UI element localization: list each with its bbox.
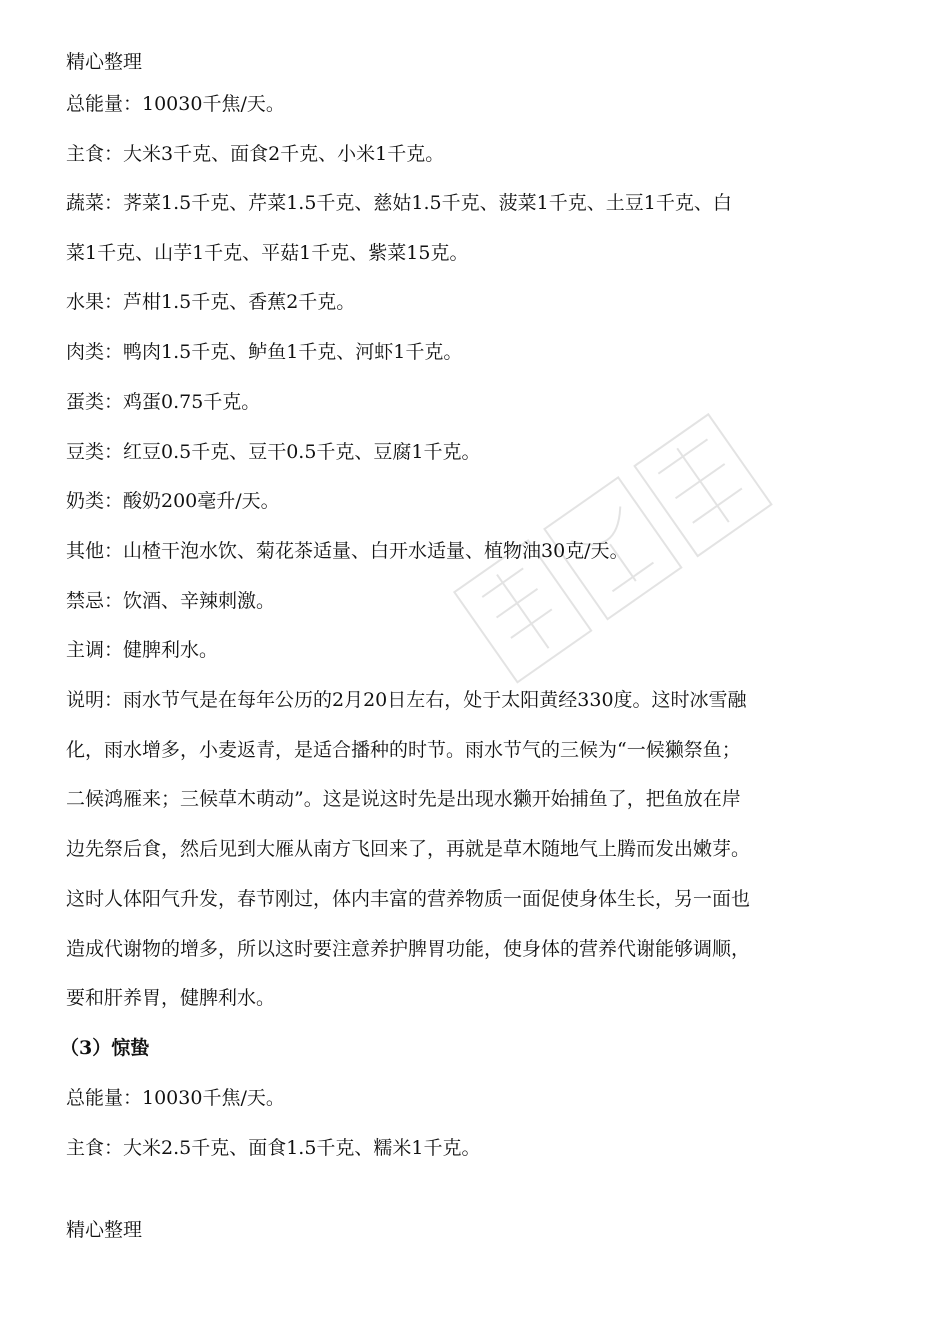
text-line: 蔬菜：荠菜1.5千克、芹菜1.5千克、慈姑1.5千克、菠菜1千克、土豆1千克、白 bbox=[66, 192, 732, 214]
explanation-line: 说明：雨水节气是在每年公历的2月20日左右，处于太阳黄经330度。这时冰雪融 bbox=[66, 689, 747, 711]
text-line: 总能量：10030千焦/天。 bbox=[66, 1087, 285, 1109]
text-line: 主食：大米3千克、面食2千克、小米1千克。 bbox=[66, 143, 445, 165]
text-line: 主调：健脾利水。 bbox=[66, 639, 219, 661]
page-footer: 精心整理 bbox=[66, 1219, 143, 1241]
explanation-line: 要和肝养胃，健脾利水。 bbox=[66, 987, 276, 1009]
explanation-line: 这时人体阳气升发，春节刚过，体内丰富的营养物质一面促使身体生长，另一面也 bbox=[66, 888, 751, 910]
text-line: 禁忌：饮酒、辛辣刺激。 bbox=[66, 590, 276, 612]
text-line: 主食：大米2.5千克、面食1.5千克、糯米1千克。 bbox=[66, 1137, 481, 1159]
text-line: 其他：山楂干泡水饮、菊花茶适量、白开水适量、植物油30克/天。 bbox=[66, 540, 629, 562]
text-line: 总能量：10030千焦/天。 bbox=[66, 93, 285, 115]
explanation-line: 造成代谢物的增多，所以这时要注意养护脾胃功能，使身体的营养代谢能够调顺， bbox=[66, 938, 751, 960]
text-line: 水果：芦柑1.5千克、香蕉2千克。 bbox=[66, 291, 356, 313]
text-line: 豆类：红豆0.5千克、豆干0.5千克、豆腐1千克。 bbox=[66, 441, 481, 463]
text-line: 菜1千克、山芋1千克、平菇1千克、紫菜15克。 bbox=[66, 242, 469, 264]
page-header: 精心整理 bbox=[66, 51, 143, 73]
section-title: （3）惊蛰 bbox=[60, 1037, 150, 1059]
text-line: 奶类：酸奶200毫升/天。 bbox=[66, 490, 280, 512]
explanation-line: 边先祭后食，然后见到大雁从南方飞回来了，再就是草木随地气上腾而发出嫩芽。 bbox=[66, 838, 751, 860]
text-line: 肉类：鸭肉1.5千克、鲈鱼1千克、河虾1千克。 bbox=[66, 341, 463, 363]
text-line: 蛋类：鸡蛋0.75千克。 bbox=[66, 391, 261, 413]
explanation-line: 二候鸿雁来；三候草木萌动”。这是说这时先是出现水獭开始捕鱼了，把鱼放在岸 bbox=[66, 788, 741, 810]
explanation-line: 化，雨水增多，小麦返青，是适合播种的时节。雨水节气的三候为“一候獭祭鱼； bbox=[66, 739, 741, 761]
